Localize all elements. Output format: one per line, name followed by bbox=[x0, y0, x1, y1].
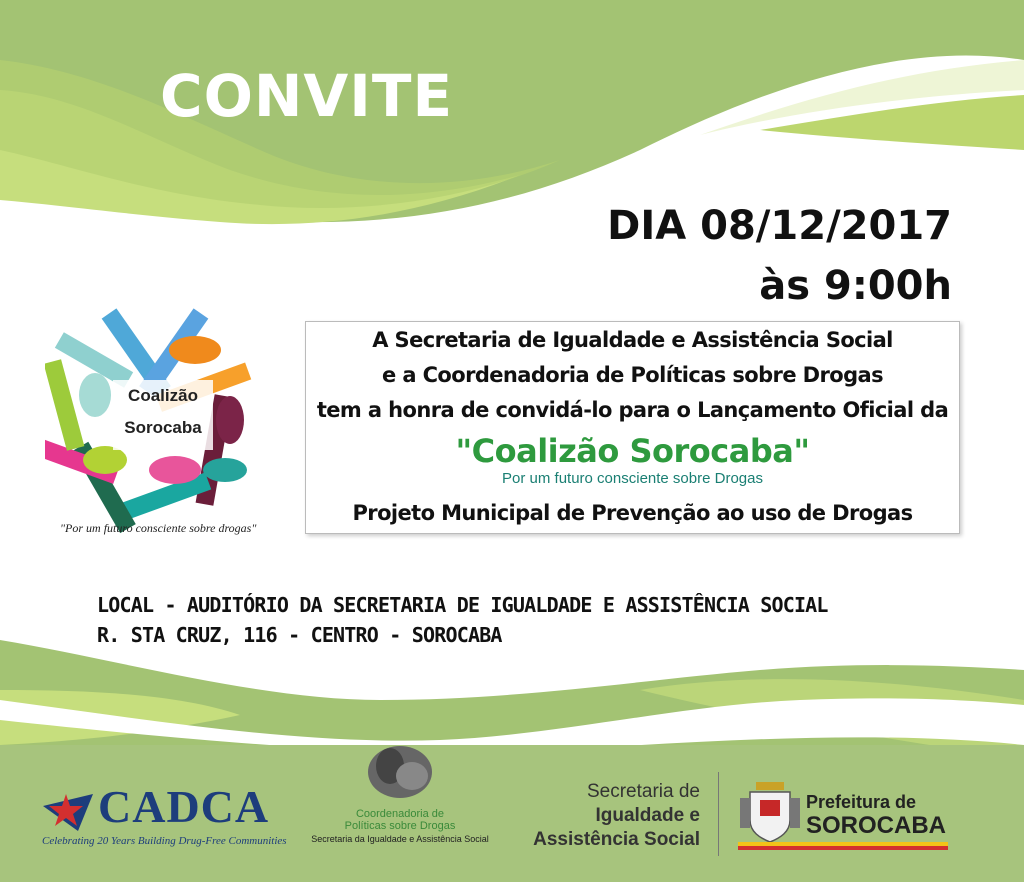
invitation-project: Projeto Municipal de Prevenção ao uso de Drogas bbox=[352, 501, 913, 525]
coordenadoria-logo bbox=[300, 738, 500, 858]
event-date: DIA 08/12/2017 bbox=[607, 203, 952, 249]
coat-of-arms-icon bbox=[738, 780, 802, 844]
invitation-box bbox=[305, 321, 960, 534]
page-title: CONVITE bbox=[160, 62, 454, 130]
invitation-brand-subtitle: Por um futuro consciente sobre Drogas bbox=[502, 470, 763, 487]
hands-icon bbox=[360, 738, 440, 804]
logo-line2: Sorocaba bbox=[124, 418, 202, 437]
coord-line-3: Secretaria da Igualdade e Assistência Social bbox=[311, 834, 489, 844]
secretaria-line-1: Secretaria de bbox=[586, 781, 700, 802]
event-datetime bbox=[607, 196, 952, 316]
cadca-tagline: Celebrating 20 Years Building Drug-Free Communities bbox=[42, 835, 287, 847]
secretaria-logo bbox=[520, 780, 700, 852]
location-line-1: LOCAL - AUDITÓRIO DA SECRETARIA DE IGUALDADE E ASSISTÊNCIA SOCIAL bbox=[97, 593, 828, 617]
flag-stripe-red bbox=[738, 846, 948, 850]
footer-divider bbox=[718, 772, 719, 856]
secretaria-line-2: Igualdade e bbox=[595, 805, 700, 826]
prefeitura-line-1: Prefeitura de bbox=[806, 792, 917, 812]
event-location bbox=[97, 590, 828, 650]
location-line-2: R. STA CRUZ, 116 - CENTRO - SOROCABA bbox=[97, 623, 502, 647]
cadca-logo bbox=[38, 780, 288, 850]
invitation-brand: "Coalizão Sorocaba" bbox=[455, 432, 810, 470]
logo-motto: "Por um futuro consciente sobre drogas" bbox=[60, 521, 257, 535]
coord-line-2: Políticas sobre Drogas bbox=[344, 820, 456, 832]
coalizao-logo bbox=[45, 300, 285, 540]
coord-line-1: Coordenadoria de bbox=[355, 808, 445, 820]
secretaria-line-3: Assistência Social bbox=[533, 829, 700, 850]
prefeitura-logo bbox=[738, 776, 948, 856]
event-time: às 9:00h bbox=[759, 263, 952, 309]
star-icon bbox=[38, 786, 98, 836]
logo-line1: Coalizão bbox=[128, 386, 198, 405]
prefeitura-line-2: SOROCABA bbox=[806, 812, 947, 839]
invitation-line-3: tem a honra de convidá-lo para o Lançamento Oficial da bbox=[316, 398, 949, 422]
invitation-line-2: e a Coordenadoria de Políticas sobre Drogas bbox=[381, 363, 883, 387]
cadca-name: CADCA bbox=[98, 781, 270, 832]
invitation-line-1: A Secretaria de Igualdade e Assistência Social bbox=[372, 328, 893, 352]
